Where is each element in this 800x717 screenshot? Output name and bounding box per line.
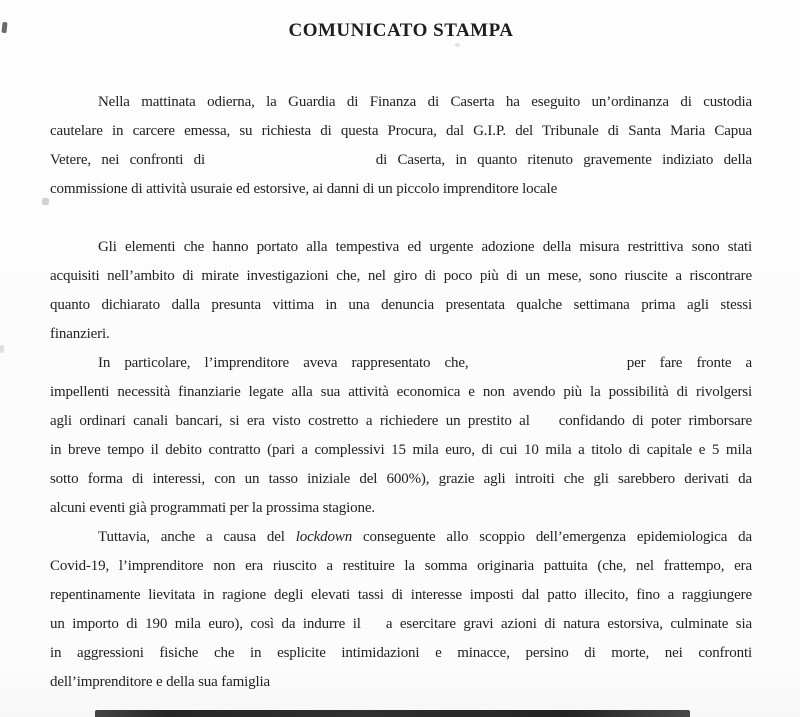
text-line: repentinamente lievitata in ragione degli elevati tassi di interesse imposti dal patto illecito, fino a raggiungere — [50, 587, 752, 603]
text-line: agli ordinari canali bancari, si era visto costretto a richiedere un prestito al confidando di poter rimborsare — [50, 413, 752, 429]
document-title: COMUNICATO STAMPA — [288, 20, 514, 41]
scan-artifact — [455, 43, 460, 47]
text-line: alcuni eventi già programmati per la prossima stagione. — [50, 500, 375, 516]
paragraph-4 — [50, 523, 752, 697]
text-line: Gli elementi che hanno portato alla tempestiva ed urgente adozione della misura restrittiva sono stati — [98, 239, 752, 255]
italic-word: lockdown — [295, 529, 353, 545]
text-line: Nella mattinata odierna, la Guardia di Finanza di Caserta ha eseguito un’ordinanza di custodia — [98, 94, 752, 110]
text-line: Tuttavia, anche a causa del lockdown conseguente allo scoppio dell’emergenza epidemiologica da — [98, 529, 752, 545]
text-line: in aggressioni fisiche che in esplicite intimidazioni e minacce, persino di morte, nei confronti — [50, 645, 752, 661]
text-line: finanzieri. — [50, 326, 110, 342]
paragraph-2 — [50, 233, 752, 349]
text-line: cautelare in carcere emessa, su richiesta di questa Procura, dal G.I.P. del Tribunale di Santa Maria Capua — [50, 123, 752, 139]
scan-artifact — [0, 345, 4, 353]
text-line: Vetere, nei confronti di di Caserta, in quanto ritenuto gravemente indiziato della — [50, 152, 752, 168]
redaction-gap — [215, 162, 365, 164]
redaction-gap — [483, 365, 613, 367]
text-line: acquisiti nell’ambito di mirate investigazioni che, nel giro di poco più di un mese, sono riuscite a riscontrare — [50, 268, 752, 284]
scan-artifact — [42, 198, 49, 205]
text-line: Covid-19, l’imprenditore non era riuscito a restituire la somma originaria pattuita (che, nel frattempo, era — [50, 558, 752, 574]
paragraph-3 — [50, 349, 752, 523]
cutoff-next-line-strip — [95, 710, 690, 717]
redaction-gap — [368, 626, 378, 628]
text-line: un importo di 190 mila euro), così da indurre il a esercitare gravi azioni di natura estorsiva, culminate sia — [50, 616, 752, 632]
redaction-gap — [537, 423, 551, 425]
paragraph-1 — [50, 88, 752, 204]
text-line: dell’imprenditore e della sua famiglia — [50, 674, 271, 690]
text-line: commissione di attività usuraie ed estorsive, ai danni di un piccolo imprenditore locale — [50, 181, 558, 197]
text-line: In particolare, l’imprenditore aveva rappresentato che, per fare fronte a — [98, 355, 752, 371]
text-line: in breve tempo il debito contratto (pari a complessivi 15 mila euro, di cui 10 mila a titolo di capitale e 5 mila — [50, 442, 752, 458]
document-body — [50, 88, 752, 697]
text-line: quanto dichiarato dalla presunta vittima in una denuncia presentata qualche settimana prima agli stessi — [50, 297, 752, 313]
text-line: sotto forma di interessi, con un tasso iniziale del 600%), grazie agli introiti che gli sarebbero derivati da — [50, 471, 752, 487]
scan-artifact — [1, 22, 7, 33]
text-line: impellenti necessità finanziarie legate alla sua attività economica e non avendo più la possibilità di rivolgersi — [50, 384, 752, 400]
